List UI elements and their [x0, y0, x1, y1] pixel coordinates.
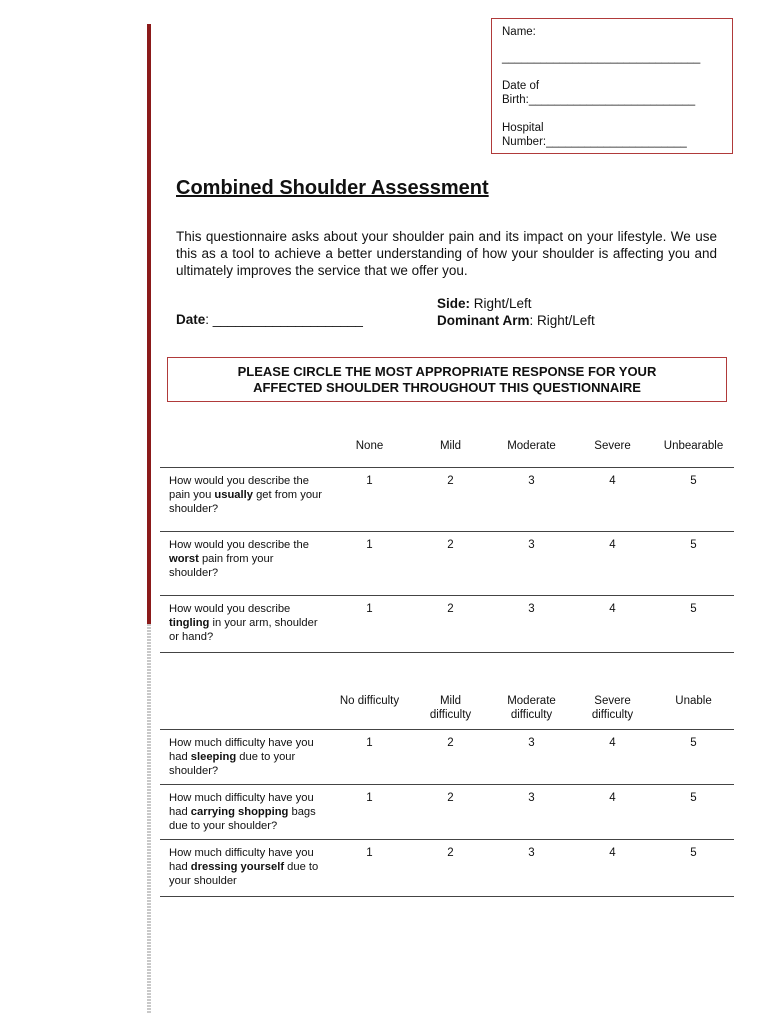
score-option[interactable]: 4	[572, 467, 653, 531]
score-option[interactable]: 2	[410, 729, 491, 784]
score-option[interactable]: 3	[491, 531, 572, 595]
question-text: How much difficulty have you had sleeping due to your shoulder?	[160, 729, 329, 784]
score-option[interactable]: 1	[329, 839, 410, 896]
score-option[interactable]: 2	[410, 531, 491, 595]
question-column-header	[160, 693, 329, 729]
pain-table	[160, 436, 734, 653]
table-row	[160, 467, 734, 531]
question-text: How much difficulty have you had carrying shopping bags due to your shoulder?	[160, 784, 329, 839]
score-option[interactable]: 4	[572, 839, 653, 896]
side-options: Right/Left	[470, 296, 532, 311]
score-option[interactable]: 4	[572, 729, 653, 784]
side-label: Side:	[437, 296, 471, 311]
score-option[interactable]: 5	[653, 531, 734, 595]
question-text: How would you describe tingling in your arm, shoulder or hand?	[160, 595, 329, 652]
patient-id-box	[491, 18, 733, 154]
margin-accent-bar-fade	[147, 624, 151, 1014]
column-header: Mild	[410, 436, 491, 467]
score-option[interactable]: 1	[329, 531, 410, 595]
score-option[interactable]: 2	[410, 467, 491, 531]
score-option[interactable]: 3	[491, 784, 572, 839]
side-selection	[437, 295, 595, 329]
question-text: How would you describe the worst pain from your shoulder?	[160, 531, 329, 595]
side-row[interactable]	[437, 295, 595, 312]
column-header: Moderate	[491, 436, 572, 467]
instruction-line-1: PLEASE CIRCLE THE MOST APPROPRIATE RESPONSE FOR YOUR	[237, 363, 657, 379]
difficulty-table-header	[160, 693, 734, 729]
score-option[interactable]: 2	[410, 784, 491, 839]
column-header: Mild difficulty	[410, 693, 491, 729]
table-row	[160, 531, 734, 595]
dominant-arm-label: Dominant Arm	[437, 313, 530, 328]
question-text: How much difficulty have you had dressing yourself due to your shoulder	[160, 839, 329, 896]
score-option[interactable]: 2	[410, 839, 491, 896]
column-header: Severe	[572, 436, 653, 467]
score-option[interactable]: 5	[653, 839, 734, 896]
column-header: Unable	[653, 693, 734, 729]
hospital-label: Hospital	[502, 122, 544, 134]
score-option[interactable]: 1	[329, 784, 410, 839]
score-option[interactable]: 3	[491, 467, 572, 531]
dob-field[interactable]: Birth:__________________________	[502, 94, 696, 106]
hospital-number-field[interactable]: Number:______________________	[502, 136, 687, 148]
date-label: Date	[176, 312, 206, 327]
score-option[interactable]: 5	[653, 595, 734, 652]
name-field[interactable]: _______________________________	[502, 52, 701, 64]
column-header: Unbearable	[653, 436, 734, 467]
instruction-line-2: AFFECTED SHOULDER THROUGHOUT THIS QUESTIONNAIRE	[253, 379, 641, 395]
instruction-box	[167, 357, 727, 402]
score-option[interactable]: 5	[653, 784, 734, 839]
table-row	[160, 595, 734, 652]
name-label: Name:	[502, 26, 536, 38]
table-row	[160, 839, 734, 896]
table-row	[160, 729, 734, 784]
score-option[interactable]: 1	[329, 729, 410, 784]
date-line: : ____________________	[205, 312, 363, 327]
dominant-arm-row[interactable]	[437, 312, 595, 329]
score-option[interactable]: 1	[329, 467, 410, 531]
date-field[interactable]	[176, 312, 363, 327]
score-option[interactable]: 4	[572, 531, 653, 595]
score-option[interactable]: 3	[491, 839, 572, 896]
column-header: No difficulty	[329, 693, 410, 729]
difficulty-table	[160, 693, 734, 897]
score-option[interactable]: 4	[572, 595, 653, 652]
question-text: How would you describe the pain you usually get from your shoulder?	[160, 467, 329, 531]
column-header: Severe difficulty	[572, 693, 653, 729]
dob-label: Date of	[502, 80, 540, 92]
score-option[interactable]: 2	[410, 595, 491, 652]
score-option[interactable]: 5	[653, 467, 734, 531]
table-row	[160, 784, 734, 839]
intro-paragraph: This questionnaire asks about your shoulder pain and its impact on your lifestyle. We use this as a tool to achieve a better understanding of how your shoulder is affecting you and ultimately improves the service that we offer you.	[176, 229, 717, 278]
dominant-arm-options: : Right/Left	[529, 313, 595, 328]
page-title: Combined Shoulder Assessment	[176, 177, 489, 199]
question-column-header	[160, 436, 329, 467]
score-option[interactable]: 5	[653, 729, 734, 784]
score-option[interactable]: 4	[572, 784, 653, 839]
pain-table-header	[160, 436, 734, 467]
score-option[interactable]: 1	[329, 595, 410, 652]
column-header: Moderate difficulty	[491, 693, 572, 729]
score-option[interactable]: 3	[491, 595, 572, 652]
score-option[interactable]: 3	[491, 729, 572, 784]
margin-accent-bar	[147, 24, 151, 624]
column-header: None	[329, 436, 410, 467]
